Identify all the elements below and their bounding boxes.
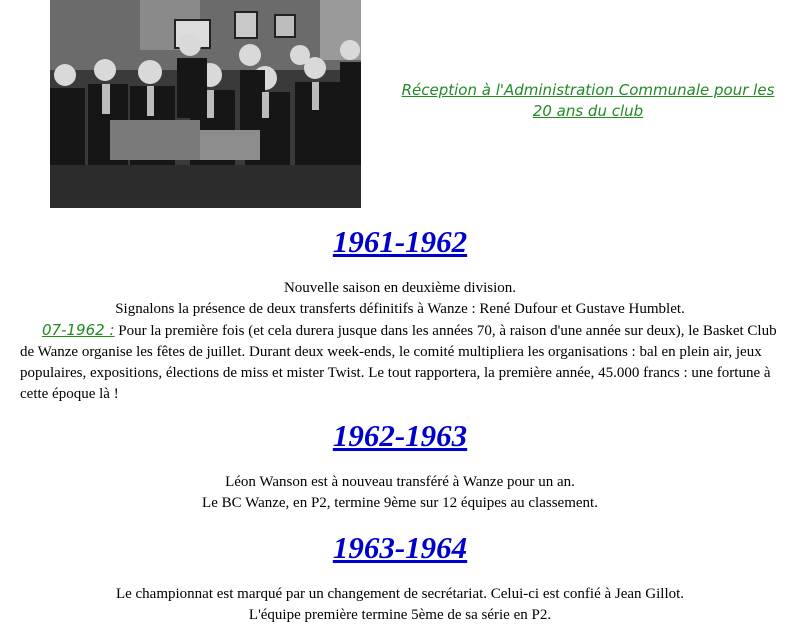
season-heading-1961-1962: 1961-1962 — [332, 224, 468, 259]
season-heading-1963-1964: 1963-1964 — [332, 530, 468, 565]
season-1961-line-1: Nouvelle saison en deuxième division. — [283, 280, 517, 296]
season-1961-paragraph — [20, 320, 785, 405]
season-1963-line-1: Le championnat est marqué par un changement de secrétariat. Celui-ci est confié à Jean Gillot. — [115, 586, 685, 602]
photo-caption: Réception à l'Administration Communale pour les 20 ans du club — [401, 81, 775, 120]
season-1961-paragraph-text: Pour la première fois (et cela durera jusque dans les années 70, à raison d'une année sur deux), le Basket Club de Wanze organise les fêtes de juillet. Durant deux week-ends, le comité multipliera les organisations : bal en plein air, jeux populaires, expositions, élections de miss et mister Twist. Le tout rapportera, la première année, 45.000 francs : une fortune à cette époque là ! — [20, 323, 777, 402]
season-1962-line-2: Le BC Wanze, en P2, termine 9ème sur 12 équipes au classement. — [202, 495, 598, 511]
season-1961-line-2: Signalons la présence de deux transferts définitifs à Wanze : René Dufour et Gustave Humblet. — [115, 301, 685, 317]
season-1963-line-2: L'équipe première termine 5ème de sa série en P2. — [248, 607, 552, 623]
date-label-07-1962: 07-1962 : — [42, 321, 115, 339]
reception-photo — [50, 0, 361, 208]
season-heading-1962-1963: 1962-1963 — [332, 418, 468, 453]
photo-image — [50, 0, 361, 208]
season-1962-line-1: Léon Wanson est à nouveau transféré à Wanze pour un an. — [225, 474, 575, 490]
